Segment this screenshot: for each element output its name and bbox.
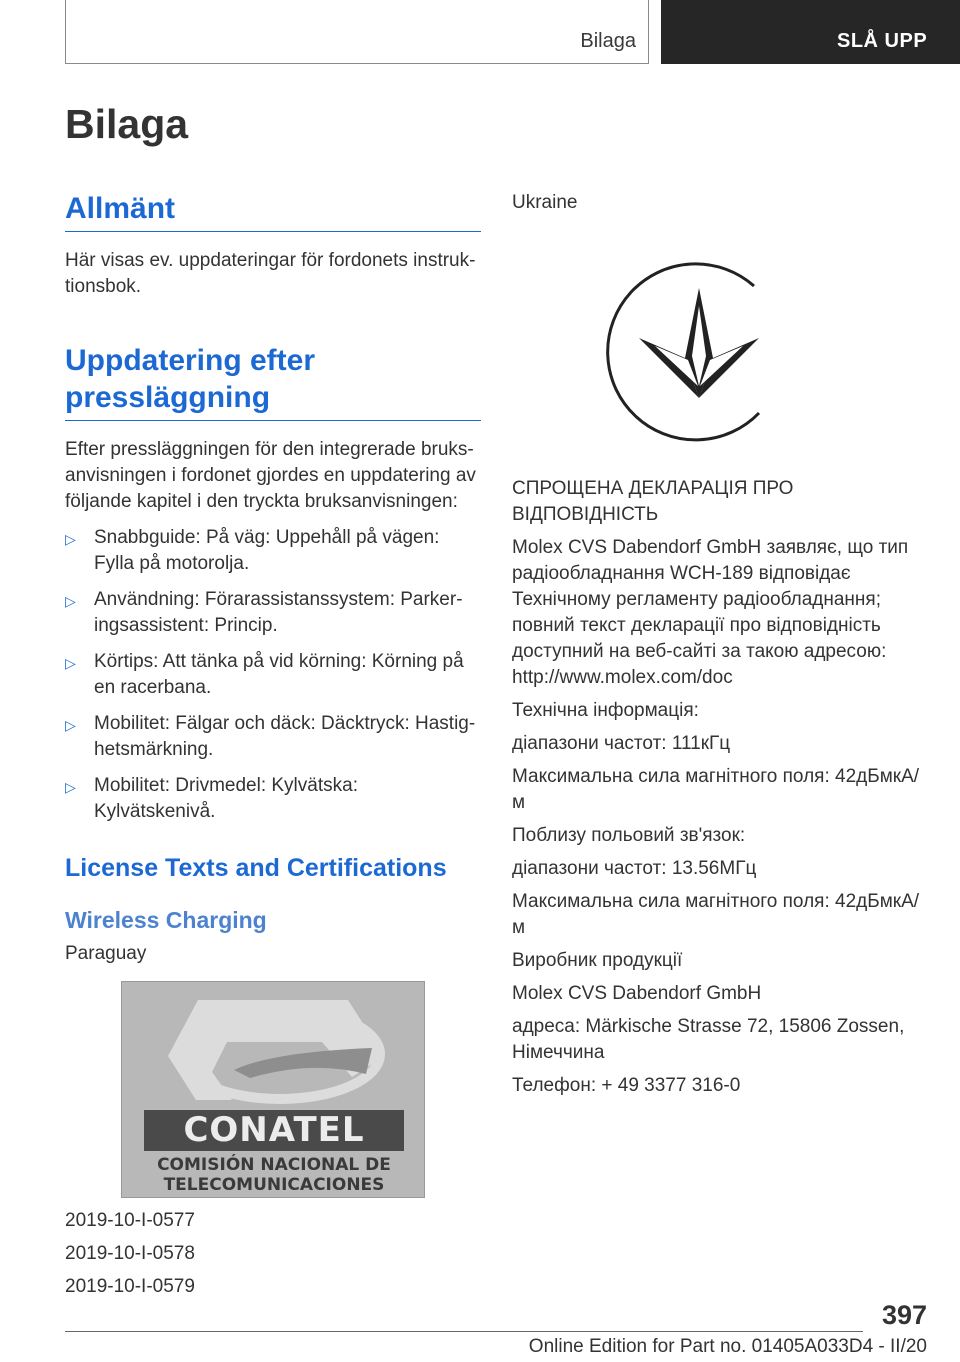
ukraine-line: діапазони частот: 13.56МГц [512,858,757,879]
cert-code: 2019-10-I-0579 [65,1276,195,1297]
ukraine-line: Molex CVS Dabendorf GmbH заявляє, що тип радіообладнання WCH-189 відповідає Технічному регламенту радіообладнання; повний текст декларації про відповідність доступний на веб-сайті за такою адресою: http://www.molex.com/doc [512,537,909,688]
page-number: 397 [881,1300,927,1330]
country-ukraine: Ukraine [512,192,578,213]
lookup-button-label: SLÅ UPP [837,30,928,52]
right-column [512,190,922,1099]
list-item: ▷ Körtips: Att tänka på vid körning: Körning på en racerbana. [65,651,464,698]
conatel-wordmark: CONATEL [144,1110,404,1151]
page-title: Bilaga [65,101,189,147]
header-section-label: Bilaga [580,30,636,52]
update-list [65,525,481,825]
section-uppdatering [65,342,481,825]
license-heading: License Texts and Certifications [65,854,447,882]
list-item: ▷ Mobilitet: Fälgar och däck: Däcktryck: Hastighetsmärkning. [65,713,476,760]
triangle-bullet-icon: ▷ [65,779,76,795]
ukraine-line: Виробник продукції [512,950,683,971]
ukraine-line: Molex CVS Dabendorf GmbH [512,983,762,1004]
cert-code: 2019-10-I-0578 [65,1243,195,1264]
triangle-bullet-icon: ▷ [65,717,76,733]
country-paraguay: Paraguay [65,943,147,964]
list-item: ▷ Snabbguide: På väg: Uppehåll på vägen: Fylla på motorolja. [65,527,440,574]
footer-edition: Online Edition for Part no. 01405A033D4 - II/20 [528,1336,927,1357]
paraguay-codes [65,1208,481,1300]
allmant-text: Här visas ev. uppdateringar för fordonets instruktionsbok. [65,250,476,297]
list-item: ▷ Användning: Förarassistanssystem: Parkeringsassistent: Princip. [65,589,463,636]
section-allmant [65,190,481,300]
ukraine-conformity-mark-icon [599,248,799,448]
conatel-subtitle-1: COMISIÓN NACIONAL DE [157,1155,391,1175]
triangle-bullet-icon: ▷ [65,593,76,609]
conatel-logo [121,981,425,1198]
ukraine-line: СПРОЩЕНА ДЕКЛАРАЦІЯ ПРО ВІДПОВІДНІСТЬ [512,478,794,525]
conatel-subtitle-2: TELECOMUNICACIONES [163,1175,385,1195]
allmant-heading: Allmänt [65,190,481,232]
footer-divider [65,1331,863,1332]
cert-code: 2019-10-I-0577 [65,1210,195,1231]
uppdatering-intro: Efter pressläggningen för den integrerade bruksanvisningen i fordonet gjordes en uppdatering av följande kapitel i den tryckta bruksanvisningen: [65,439,476,512]
uppdatering-heading: Uppdatering efter pressläggning [65,342,481,421]
lookup-button[interactable] [661,0,960,64]
ukraine-line: Телефон: + 49 3377 316-0 [512,1075,741,1096]
triangle-bullet-icon: ▷ [65,655,76,671]
ukraine-line: Поблизу польовий зв'язок: [512,825,746,846]
list-item: ▷ Mobilitet: Drivmedel: Kylvätska: Kylvätskenivå. [65,775,358,822]
wireless-charging-heading: Wireless Charging [65,907,267,933]
header-tab [65,0,649,64]
ukraine-line: адреса: Märkische Strasse 72, 15806 Zossen, Німеччина [512,1016,905,1063]
ukraine-line: діапазони частот: 111кГц [512,733,731,754]
left-column [65,190,481,1300]
ukraine-line: Максимальна сила магнітного поля: 42дБмкА/м [512,891,920,938]
triangle-bullet-icon: ▷ [65,531,76,547]
ukraine-line: Технічна інформація: [512,700,699,721]
ukraine-line: Максимальна сила магнітного поля: 42дБмкА/м [512,766,920,813]
